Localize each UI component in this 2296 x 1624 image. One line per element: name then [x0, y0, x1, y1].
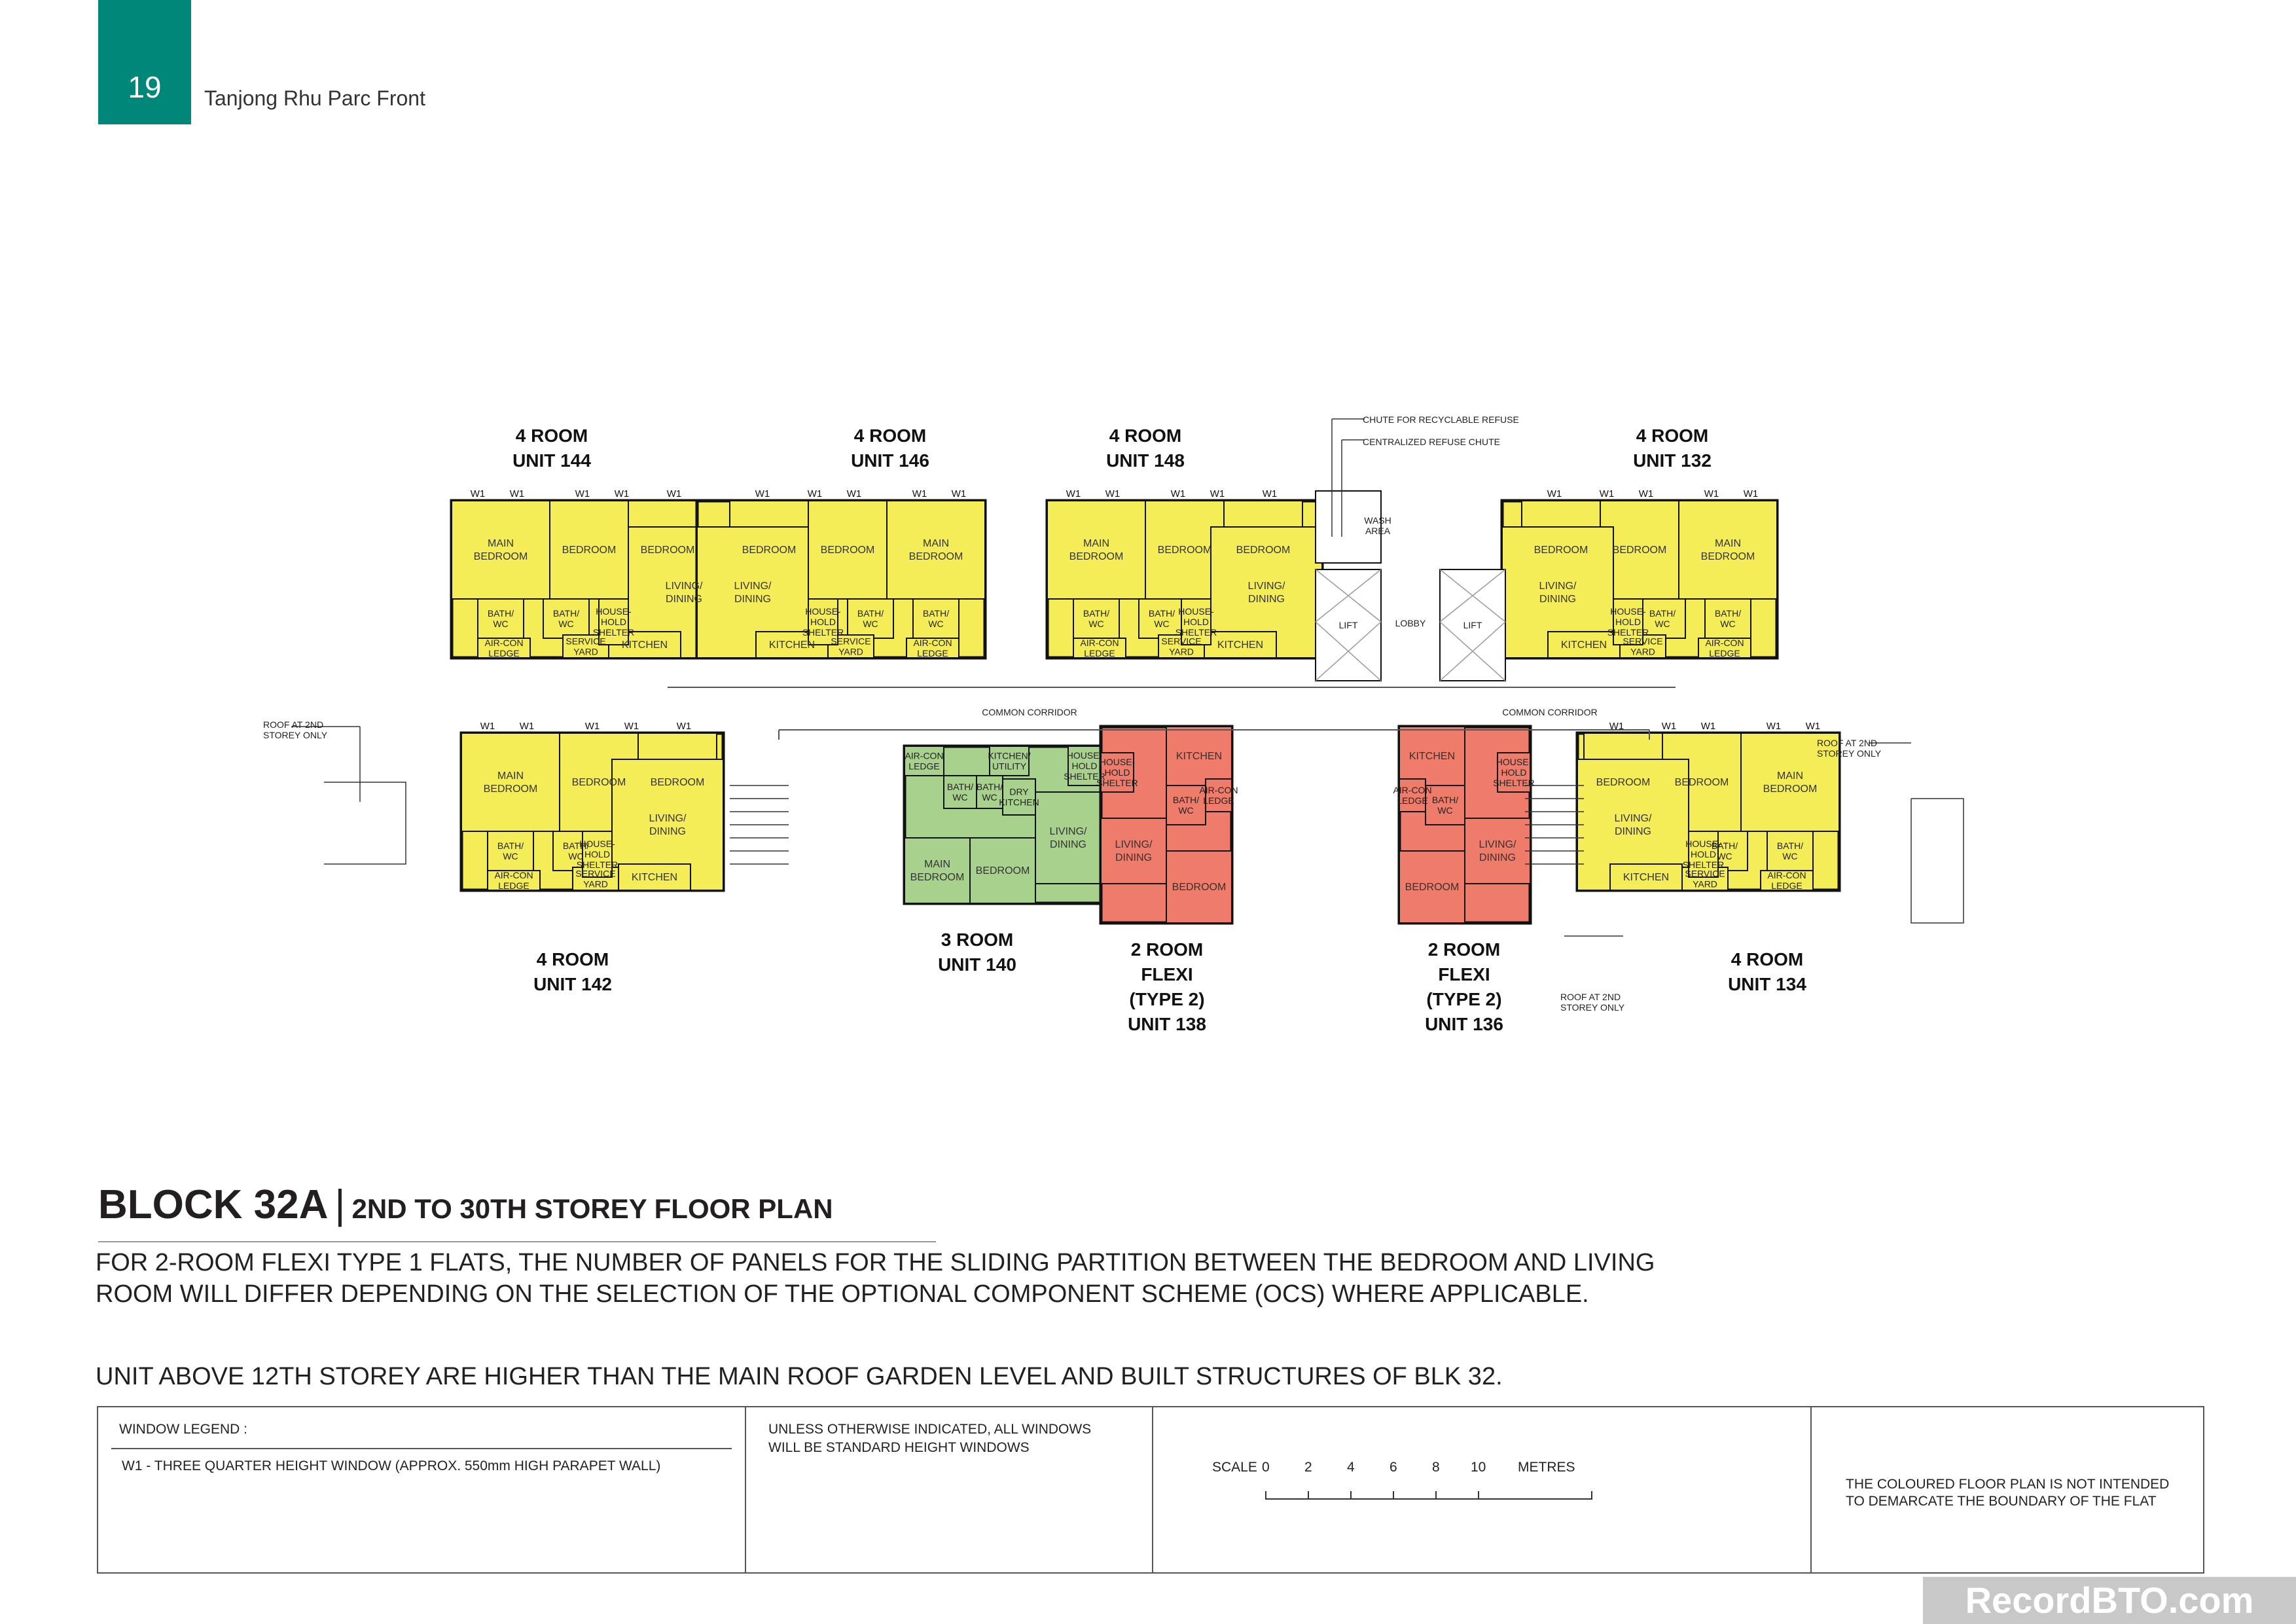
block-name: BLOCK 32A: [98, 1182, 329, 1227]
page-number: 19: [128, 70, 162, 104]
unit-140-room-label: HOLD: [1071, 761, 1098, 771]
unit-132-bath-wc-area-label: BATH/: [1649, 608, 1676, 619]
unit-148-household-shelter-area-label: SHELTER: [1175, 627, 1217, 638]
unit-140-room: [1035, 792, 1101, 884]
unit-132-window-label: W1: [1547, 488, 1562, 499]
unit-134-living-dining-area-label: LIVING/: [1614, 813, 1652, 824]
unit-148-window-label: W1: [1105, 488, 1121, 499]
unit-132-main-bedroom-area: [1679, 501, 1777, 599]
unit-134-bedroom-area-label: BEDROOM: [1596, 777, 1651, 788]
unit-140-room-label: HOUSE-: [1066, 750, 1103, 761]
standard-window-note-1: UNLESS OTHERWISE INDICATED, ALL WINDOWS: [768, 1422, 1092, 1437]
unit-type-label: (TYPE 2): [1426, 989, 1502, 1009]
unit-146-service-yard-area-label: SERVICE: [831, 636, 871, 647]
unit-144-living-dining-area-label: DINING: [666, 594, 702, 605]
unit-140-room-label: LIVING/: [1049, 826, 1087, 837]
unit-136-room-label: WC: [1437, 805, 1453, 816]
unit-146-bedroom-area-label: BEDROOM: [742, 545, 797, 556]
unit-146-main-bedroom-area-label: BEDROOM: [908, 551, 963, 562]
unit-140-room-label: BATH/: [946, 782, 974, 792]
unit-144-household-shelter-area-label: HOUSE-: [596, 606, 632, 617]
unit-144-window-label: W1: [614, 488, 630, 499]
standard-window-cell: [746, 1407, 1153, 1572]
unit-138-room-label: HOUSE-: [1099, 757, 1136, 767]
unit-140-room-label: BATH/: [976, 782, 1003, 792]
unit-136-room-label: DINING: [1479, 852, 1516, 863]
unit-148-household-shelter-area-label: HOUSE-: [1178, 606, 1214, 617]
unit-134-window-label: W1: [1609, 721, 1624, 732]
unit-142-main-bedroom-area-label: MAIN: [497, 770, 524, 782]
unit-148-window-label: W1: [1262, 488, 1278, 499]
unit-132-main-bedroom-area-label: BEDROOM: [1700, 551, 1755, 562]
unit-132-bath-wc-area-label: BATH/: [1714, 608, 1742, 619]
unit-148-household-shelter-area-label: HOLD: [1183, 617, 1209, 627]
unit-140-room-label: SHELTER: [1064, 771, 1105, 782]
unit-144-aircon-ledge-area-label: LEDGE: [488, 648, 520, 659]
unit-142-window-label: W1: [584, 721, 600, 732]
scale-tick-label: 6: [1390, 1460, 1397, 1475]
unit-148-kitchen-area-label: KITCHEN: [1217, 640, 1264, 651]
unit-144-bath-wc-area-label: WC: [558, 619, 574, 629]
unit-134-window-label: W1: [1700, 721, 1716, 732]
unit-136-room: [1465, 818, 1530, 884]
unit-138-room-label: KITCHEN: [1175, 751, 1223, 762]
unit-142-window-label: W1: [480, 721, 495, 732]
unit-146-window-label: W1: [807, 488, 823, 499]
unit-144-kitchen-area-label: KITCHEN: [621, 640, 668, 651]
unit-142-kitchen-area-label: KITCHEN: [631, 872, 678, 883]
unit-type-label: 3 ROOM: [941, 929, 1014, 950]
unit-148-bath-wc-area-label: WC: [1154, 619, 1170, 629]
unit-148-window-label: W1: [1066, 488, 1081, 499]
unit-144-bedroom-area-label: BEDROOM: [640, 545, 695, 556]
scale-tick-label: 8: [1432, 1460, 1440, 1475]
unit-148-window-label: W1: [1210, 488, 1225, 499]
unit-number-label: UNIT 142: [533, 974, 612, 994]
unit-146-bath-wc-area-label: WC: [928, 619, 944, 629]
unit-146-living-dining-area-label: LIVING/: [734, 581, 772, 592]
disclaimer-line-1: THE COLOURED FLOOR PLAN IS NOT INTENDED: [1846, 1477, 2170, 1492]
unit-144-main-bedroom-area: [452, 501, 550, 599]
unit-148-bedroom-area-label: BEDROOM: [1236, 545, 1291, 556]
unit-number-label: UNIT 132: [1633, 450, 1712, 471]
unit-146-window-label: W1: [912, 488, 927, 499]
window-legend-title: WINDOW LEGEND :: [119, 1422, 248, 1437]
unit-148-service-yard-area-label: YARD: [1169, 646, 1194, 657]
unit-134-kitchen-area-label: KITCHEN: [1623, 872, 1670, 883]
unit-type-label: 4 ROOM: [515, 425, 588, 446]
unit-136-room-label: HOLD: [1501, 767, 1527, 778]
scale-bar: [1153, 1407, 1808, 1571]
unit-146-bedroom-area-label: BEDROOM: [820, 545, 875, 556]
unit-number-label: UNIT 148: [1106, 450, 1185, 471]
common-corridor-label: COMMON CORRIDOR: [1502, 707, 1598, 717]
unit-144-main-bedroom-area-label: MAIN: [488, 538, 514, 549]
unit-144-window-label: W1: [666, 488, 682, 499]
unit-146-household-shelter-area-label: HOLD: [810, 617, 836, 627]
unit-132-bath-wc-area-label: WC: [1720, 619, 1736, 629]
unit-134-window-label: W1: [1766, 721, 1782, 732]
wash-area-label: WASH: [1364, 515, 1391, 526]
unit-136-room-label: BATH/: [1431, 795, 1459, 805]
unit-132-bedroom-area-label: BEDROOM: [1534, 545, 1588, 556]
unit-134-bath-wc-area-label: BATH/: [1711, 840, 1738, 851]
legend-divider: [111, 1448, 732, 1449]
scale-label: SCALE: [1212, 1460, 1257, 1475]
unit-134-main-bedroom-area-label: MAIN: [1777, 770, 1803, 782]
unit-140-room-label: BEDROOM: [910, 872, 965, 883]
unit-134-household-shelter-area-label: HOUSE-: [1685, 839, 1721, 849]
unit-148-bath-wc-area-label: BATH/: [1148, 608, 1175, 619]
unit-146-bath-wc-area-label: BATH/: [857, 608, 884, 619]
unit-138-room-label: SHELTER: [1096, 778, 1138, 788]
unit-type-label: 4 ROOM: [1636, 425, 1709, 446]
unit-144-window-label: W1: [470, 488, 486, 499]
flexi-note: FOR 2-ROOM FLEXI TYPE 1 FLATS, THE NUMBER OF PANELS FOR THE SLIDING PARTITION BETWEEN THE BEDROOM AND LIVING ROOM WILL DIFFER DEPENDING ON THE SELECTION OF THE OPTIONAL COMPONENT SCHEME (OCS) WHERE APPLICABLE.: [96, 1249, 1655, 1308]
unit-148-bath-wc-area-label: BATH/: [1083, 608, 1110, 619]
unit-132-service-yard-area-label: YARD: [1630, 646, 1655, 657]
unit-142-bath-wc-area-label: WC: [503, 851, 518, 861]
unit-146-household-shelter-area-label: SHELTER: [802, 627, 844, 638]
unit-146-main-bedroom-area: [887, 501, 985, 599]
unit-142-service-yard-area-label: YARD: [583, 878, 608, 890]
unit-142-aircon-ledge-area-label: LEDGE: [498, 880, 529, 891]
unit-144-bath-wc-area-label: BATH/: [552, 608, 580, 619]
unit-148-bath-wc-area-label: WC: [1088, 619, 1104, 629]
unit-138-room-label: HOLD: [1104, 767, 1130, 778]
unit-138-room-label: WC: [1178, 805, 1194, 816]
scale-tick-label: 4: [1347, 1460, 1355, 1475]
unit-148-window-label: W1: [1170, 488, 1186, 499]
unit-132-aircon-ledge-area-label: LEDGE: [1709, 648, 1740, 659]
unit-136-room-label: AIR-CON: [1393, 785, 1432, 795]
unit-144-living-dining-area-label: LIVING/: [665, 581, 703, 592]
unit-132-window-label: W1: [1638, 488, 1654, 499]
unit-132-window-label: W1: [1704, 488, 1719, 499]
unit-140-room-label: AIR-CON: [905, 750, 944, 761]
unit-132-household-shelter-area-label: HOLD: [1615, 617, 1641, 627]
unit-142-window-label: W1: [519, 721, 535, 732]
unit-134-service-yard-area-label: YARD: [1693, 878, 1717, 890]
unit-type-label: 4 ROOM: [536, 949, 609, 969]
unit-146-living-dining-area-label: DINING: [734, 594, 771, 605]
unit-142-bath-wc-area-label: WC: [568, 851, 584, 861]
unit-type-label: 2 ROOM: [1130, 939, 1204, 960]
unit-type-label: (TYPE 2): [1129, 989, 1205, 1009]
unit-144-window-label: W1: [509, 488, 525, 499]
unit-138-room-label: DINING: [1115, 852, 1152, 863]
common-corridor-label: COMMON CORRIDOR: [982, 707, 1077, 717]
unit-number-label: UNIT 138: [1128, 1014, 1206, 1034]
unit-140-room-label: DINING: [1050, 839, 1086, 850]
recyclable-chute-label: CHUTE FOR RECYCLABLE REFUSE: [1363, 414, 1519, 425]
scale-unit: METRES: [1518, 1460, 1575, 1475]
watermark-logo: RecordBTO.com: [1923, 1577, 2296, 1624]
unit-142-living-dining-area-label: LIVING/: [649, 813, 687, 824]
roof-note-left: STOREY ONLY: [263, 730, 328, 740]
unit-148-main-bedroom-area: [1047, 501, 1145, 599]
disclaimer-line-2: TO DEMARCATE THE BOUNDARY OF THE FLAT: [1846, 1494, 2157, 1509]
unit-132-household-shelter-area-label: SHELTER: [1607, 627, 1649, 638]
roof-note-bottom: ROOF AT 2ND: [1560, 992, 1621, 1002]
unit-142-window-label: W1: [624, 721, 639, 732]
unit-144-bath-wc-area-label: WC: [493, 619, 509, 629]
unit-134-household-shelter-area-label: SHELTER: [1682, 859, 1725, 870]
unit-144-window-label: W1: [575, 488, 590, 499]
unit-134-household-shelter-area-label: HOLD: [1691, 849, 1716, 859]
unit-146-service-yard-area-label: YARD: [838, 646, 863, 657]
unit-142-household-shelter-area-label: HOUSE-: [579, 839, 615, 849]
unit-140-room-label: LEDGE: [908, 761, 940, 772]
storey-subtitle: 2ND TO 30TH STOREY FLOOR PLAN: [351, 1193, 833, 1224]
unit-136-room-label: BEDROOM: [1405, 882, 1460, 893]
unit-142-household-shelter-area-label: SHELTER: [576, 859, 619, 870]
unit-132-living-dining-area-label: LIVING/: [1539, 581, 1577, 592]
unit-146-aircon-ledge-area-label: AIR-CON: [913, 638, 952, 648]
unit-number-label: UNIT 136: [1425, 1014, 1503, 1034]
unit-142-window-label: W1: [676, 721, 692, 732]
unit-148-aircon-ledge-area-label: LEDGE: [1084, 648, 1115, 659]
roof-note-right: ROOF AT 2ND: [1817, 738, 1878, 748]
unit-142-aircon-ledge-area-label: AIR-CON: [494, 870, 533, 880]
unit-144-main-bedroom-area-label: BEDROOM: [473, 551, 528, 562]
unit-142-bedroom-area-label: BEDROOM: [650, 777, 705, 788]
unit-144-bedroom-area-label: BEDROOM: [562, 545, 617, 556]
lift-label: LIFT: [1338, 620, 1358, 630]
unit-140-room-label: MAIN: [924, 859, 950, 870]
scale-tick-label: 0: [1262, 1460, 1270, 1475]
roof-note-left: ROOF AT 2ND: [263, 719, 324, 730]
unit-144-service-yard-area-label: SERVICE: [565, 636, 606, 647]
unit-138-room-label: BATH/: [1172, 795, 1200, 805]
unit-142-bath-wc-area-label: BATH/: [497, 840, 524, 851]
scale-cell: [1153, 1407, 1812, 1572]
unit-144-aircon-ledge-area-label: AIR-CON: [484, 638, 524, 648]
roof-note-right: STOREY ONLY: [1817, 748, 1882, 759]
lift-label: LIFT: [1463, 620, 1482, 630]
unit-146-household-shelter-area-label: HOUSE-: [805, 606, 841, 617]
unit-140-room-label: WC: [952, 792, 968, 803]
unit-142-living-dining-area-label: DINING: [649, 826, 686, 837]
unit-134-aircon-ledge-area-label: LEDGE: [1771, 880, 1803, 891]
unit-148-living-dining-area-label: LIVING/: [1247, 581, 1285, 592]
unit-134-bath-wc-area-label: BATH/: [1776, 840, 1804, 851]
unit-type-label: 4 ROOM: [1109, 425, 1182, 446]
wash-area-label: AREA: [1365, 526, 1391, 536]
unit-134-bedroom-area-label: BEDROOM: [1674, 777, 1729, 788]
unit-134-main-bedroom-area-label: BEDROOM: [1763, 784, 1818, 795]
unit-136-room-label: LIVING/: [1479, 839, 1516, 850]
unit-148-bedroom-area-label: BEDROOM: [1157, 545, 1212, 556]
unit-132-aircon-ledge-area-label: AIR-CON: [1705, 638, 1744, 648]
unit-number-label: UNIT 146: [851, 450, 929, 471]
unit-144-household-shelter-area-label: HOLD: [601, 617, 626, 627]
unit-140-room-label: KITCHEN/: [988, 750, 1031, 761]
unit-146-aircon-ledge-area-label: LEDGE: [917, 648, 948, 659]
unit-146-window-label: W1: [846, 488, 862, 499]
unit-144-household-shelter-area-label: SHELTER: [592, 627, 635, 638]
scale-tick-label: 2: [1304, 1460, 1312, 1475]
unit-140-room-label: BEDROOM: [975, 865, 1030, 876]
unit-134-service-yard-area-label: SERVICE: [1685, 868, 1725, 879]
unit-type-label: 4 ROOM: [1731, 949, 1804, 969]
unit-136-room-label: KITCHEN: [1408, 751, 1456, 762]
heading-underline: [98, 1241, 936, 1242]
unit-146-bath-wc-area-label: WC: [863, 619, 878, 629]
unit-132-living-dining-area-label: DINING: [1539, 594, 1576, 605]
unit-134-window-label: W1: [1661, 721, 1677, 732]
legend-table: [97, 1406, 2204, 1574]
unit-138-room-label: AIR-CON: [1199, 785, 1238, 795]
lobby-label: LOBBY: [1395, 618, 1426, 628]
unit-138-room-label: BEDROOM: [1172, 882, 1227, 893]
unit-134-window-label: W1: [1805, 721, 1821, 732]
unit-142-household-shelter-area-label: HOLD: [584, 849, 610, 859]
unit-136-room-label: HOUSE-: [1496, 757, 1532, 767]
unit-132-household-shelter-area-label: HOUSE-: [1610, 606, 1646, 617]
unit-type-label: 2 ROOM: [1427, 939, 1501, 960]
unit-140-room-label: WC: [982, 792, 997, 803]
unit-number-label: UNIT 134: [1728, 974, 1806, 994]
unit-136-room-label: LEDGE: [1397, 795, 1428, 806]
unit-134-bath-wc-area-label: WC: [1717, 851, 1732, 861]
unit-type-label: 4 ROOM: [853, 425, 927, 446]
unit-132-window-label: W1: [1743, 488, 1759, 499]
unit-146-window-label: W1: [951, 488, 967, 499]
unit-138-room-label: LIVING/: [1115, 839, 1153, 850]
unit-146-main-bedroom-area-label: MAIN: [923, 538, 949, 549]
window-legend-cell: [98, 1407, 746, 1572]
unit-type-label: FLEXI: [1438, 964, 1490, 984]
unit-148-aircon-ledge-area-label: AIR-CON: [1080, 638, 1119, 648]
unit-148-main-bedroom-area-label: BEDROOM: [1069, 551, 1124, 562]
unit-138-room: [1101, 818, 1166, 884]
unit-146-kitchen-area-label: KITCHEN: [768, 640, 816, 651]
unit-142-main-bedroom-area: [461, 733, 560, 831]
unit-type-label: FLEXI: [1141, 964, 1193, 984]
unit-146-bath-wc-area-label: BATH/: [922, 608, 950, 619]
unit-148-living-dining-area-label: DINING: [1248, 594, 1285, 605]
unit-number-label: UNIT 144: [512, 450, 591, 471]
unit-148-service-yard-area-label: SERVICE: [1161, 636, 1202, 647]
heading-separator: |: [334, 1182, 346, 1227]
unit-132-window-label: W1: [1599, 488, 1615, 499]
block-heading: [98, 1182, 833, 1228]
unit-132-kitchen-area-label: KITCHEN: [1560, 640, 1607, 651]
unit-132-bath-wc-area-label: WC: [1655, 619, 1670, 629]
w1-description: W1 - THREE QUARTER HEIGHT WINDOW (APPROX. 550mm HIGH PARAPET WALL): [122, 1458, 661, 1473]
unit-142-bedroom-area-label: BEDROOM: [571, 777, 626, 788]
unit-142-main-bedroom-area-label: BEDROOM: [483, 784, 538, 795]
unit-136-room-label: SHELTER: [1493, 778, 1535, 788]
unit-140-room: [905, 838, 970, 903]
unit-number-label: UNIT 140: [938, 954, 1016, 975]
unit-138-room-label: LEDGE: [1203, 795, 1234, 806]
unit-134-living-dining-area-label: DINING: [1615, 826, 1651, 837]
unit-132-main-bedroom-area-label: MAIN: [1715, 538, 1741, 549]
scale-tick-label: 10: [1471, 1460, 1486, 1475]
centralized-chute-label: CENTRALIZED REFUSE CHUTE: [1363, 437, 1501, 447]
unit-132-bedroom-area-label: BEDROOM: [1612, 545, 1667, 556]
project-title: Tanjong Rhu Parc Front: [204, 86, 425, 110]
unit-142-bath-wc-area-label: BATH/: [562, 840, 590, 851]
height-note: UNIT ABOVE 12TH STOREY ARE HIGHER THAN THE MAIN ROOF GARDEN LEVEL AND BUILT STRUCTURES OF BLK 32.: [96, 1363, 1503, 1390]
unit-142-service-yard-area-label: SERVICE: [575, 868, 616, 879]
unit-132-service-yard-area-label: SERVICE: [1623, 636, 1663, 647]
unit-140-room-label: DRY: [1009, 786, 1029, 797]
standard-window-note-2: WILL BE STANDARD HEIGHT WINDOWS: [768, 1440, 1030, 1455]
unit-144-service-yard-area-label: YARD: [573, 646, 598, 657]
roof-note-bottom: STOREY ONLY: [1560, 1002, 1625, 1013]
unit-134-bath-wc-area-label: WC: [1782, 851, 1798, 861]
unit-146-window-label: W1: [755, 488, 770, 499]
unit-140-room-label: UTILITY: [992, 761, 1027, 772]
unit-140-room-label: KITCHEN: [999, 797, 1039, 808]
unit-134-aircon-ledge-area-label: AIR-CON: [1767, 870, 1806, 880]
unit-144-bath-wc-area-label: BATH/: [487, 608, 514, 619]
unit-148-main-bedroom-area-label: MAIN: [1083, 538, 1109, 549]
